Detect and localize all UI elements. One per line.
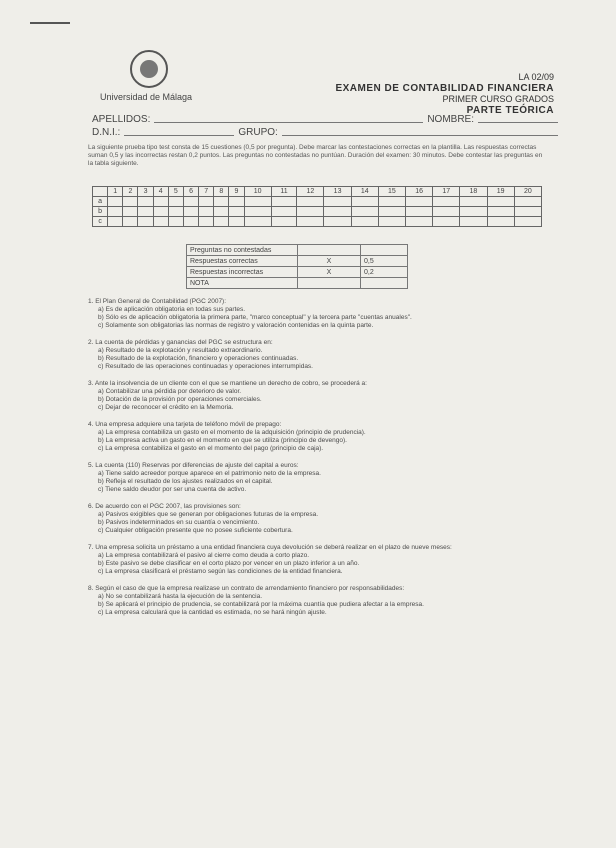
question (88, 585, 550, 617)
score-label: Respuestas correctas (187, 256, 298, 267)
nombre-label: NOMBRE: (427, 114, 474, 125)
question (88, 544, 550, 576)
answer-option-label: b (93, 207, 108, 217)
answer-cell[interactable] (244, 207, 271, 217)
answer-cell[interactable] (271, 197, 297, 207)
answer-cell[interactable] (351, 197, 378, 207)
question-option: c) Cualquier obligación presente que no posee suficiente cobertura. (98, 527, 293, 534)
answer-cell[interactable] (229, 217, 244, 227)
answer-number: 17 (433, 187, 460, 197)
question (88, 339, 550, 371)
question-option: b) Dotación de la provisión por operaciones comerciales. (98, 396, 262, 403)
score-row (187, 278, 408, 289)
answer-cell[interactable] (487, 207, 514, 217)
answer-number: 14 (351, 187, 378, 197)
question-option: a) Resultado de la explotación y resultado extraordinario. (98, 347, 263, 354)
answer-cell[interactable] (406, 217, 433, 227)
question (88, 380, 550, 412)
answer-number: 19 (487, 187, 514, 197)
answer-cell[interactable] (123, 207, 138, 217)
answer-table (92, 186, 542, 227)
answer-row (93, 217, 542, 227)
score-table (186, 244, 408, 289)
answer-number: 10 (244, 187, 271, 197)
question-option: a) Tiene saldo acreedor porque aparece en el patrimonio neto de la empresa. (98, 470, 321, 477)
answer-cell[interactable] (460, 207, 487, 217)
instructions: La siguiente prueba tipo test consta de 15 cuestiones (0,5 por pregunta). Debe marcar las contestaciones correctas en la plantilla. Las respuestas correctas suman 0,5 y las incorrectas restan 0,2 puntos. Las preguntas no contestadas no puntúan. Duración del examen: 30 minutos. Debe contestar las preguntas en la tabla siguiente. (88, 144, 543, 167)
answer-cell[interactable] (514, 217, 541, 227)
answer-header-row (93, 187, 542, 197)
answer-cell[interactable] (433, 207, 460, 217)
question-option: a) Es de aplicación obligatoria en todas sus partes. (98, 306, 246, 313)
margin-mark (30, 22, 70, 24)
answer-number: 13 (324, 187, 351, 197)
answer-cell[interactable] (324, 217, 351, 227)
answer-cell[interactable] (199, 207, 214, 217)
question-text: 1. El Plan General de Contabilidad (PGC 2007): (88, 298, 227, 305)
answer-cell[interactable] (297, 197, 324, 207)
score-row (187, 267, 408, 278)
questions-list (88, 298, 550, 626)
question-option: a) No se contabilizará hasta la ejecución de la sentencia. (98, 593, 263, 600)
answer-cell[interactable] (433, 197, 460, 207)
answer-cell[interactable] (324, 197, 351, 207)
exam-part: PARTE TEÓRICA (466, 105, 554, 116)
dni-field[interactable] (124, 135, 234, 136)
answer-cell[interactable] (214, 207, 229, 217)
dni-label: D.N.I.: (92, 127, 121, 138)
score-label: NOTA (187, 278, 298, 289)
answer-cell[interactable] (406, 207, 433, 217)
exam-subtitle: PRIMER CURSO GRADOS (442, 94, 554, 104)
university-name: Universidad de Málaga (100, 92, 193, 102)
nombre-field[interactable] (478, 122, 558, 123)
answer-cell[interactable] (433, 217, 460, 227)
answer-cell[interactable] (123, 197, 138, 207)
question-option: a) La empresa contabiliza un gasto en el momento de la adquisición (principio de prudencia). (98, 429, 366, 436)
answer-number: 1 (108, 187, 123, 197)
score-mark[interactable]: X (298, 267, 361, 278)
answer-cell[interactable] (168, 207, 183, 217)
answer-cell[interactable] (351, 217, 378, 227)
answer-cell[interactable] (460, 217, 487, 227)
answer-cell[interactable] (168, 217, 183, 227)
question-option: c) Tiene saldo deudor por ser una cuenta de activo. (98, 486, 247, 493)
question-text: 2. La cuenta de pérdidas y ganancias del PGC se estructura en: (88, 339, 273, 346)
question (88, 298, 550, 330)
question-option: b) Se aplicará el principio de prudencia, se contabilizará por la máxima cuantía que pudiera afectar a la empresa. (98, 601, 424, 608)
answer-corner-cell (93, 187, 108, 197)
student-fields (92, 112, 562, 138)
answer-cell[interactable] (183, 207, 198, 217)
score-label: Respuestas incorrectas (187, 267, 298, 278)
score-label: Preguntas no contestadas (187, 245, 298, 256)
answer-cell[interactable] (487, 197, 514, 207)
question-text: 8. Según el caso de que la empresa realizase un contrato de arrendamiento financiero por responsabilidades: (88, 585, 405, 592)
question-option: c) La empresa contabiliza el gasto en el momento del pago (principio de caja). (98, 445, 324, 452)
answer-cell[interactable] (324, 207, 351, 217)
question-text: 5. La cuenta (110) Reservas por diferencias de ajuste del capital a euros: (88, 462, 299, 469)
answer-row (93, 197, 542, 207)
answer-cell[interactable] (351, 207, 378, 217)
answer-cell[interactable] (229, 197, 244, 207)
apellidos-field[interactable] (154, 122, 423, 123)
answer-cell[interactable] (123, 217, 138, 227)
answer-number: 5 (168, 187, 183, 197)
answer-number: 11 (271, 187, 297, 197)
answer-number: 7 (199, 187, 214, 197)
apellidos-label: APELLIDOS: (92, 114, 151, 125)
answer-cell[interactable] (460, 197, 487, 207)
answer-cell[interactable] (514, 197, 541, 207)
score-points (361, 278, 408, 289)
grupo-label: GRUPO: (238, 127, 278, 138)
answer-number: 4 (153, 187, 168, 197)
exam-header (335, 72, 554, 116)
answer-cell[interactable] (297, 217, 324, 227)
question-option: b) Sólo es de aplicación obligatoria la primera parte, "marco conceptual" y la tercera parte "cuentas anuales". (98, 314, 412, 321)
answer-cell[interactable] (514, 207, 541, 217)
question-option: b) Refleja el resultado de los ajustes realizados en el capital. (98, 478, 273, 485)
question-option: c) Solamente son obligatorias las normas de registro y valoración contenidas en la quinta parte. (98, 322, 374, 329)
answer-cell[interactable] (244, 197, 271, 207)
question-option: c) Dejar de reconocer el crédito en la Memoria. (98, 404, 234, 411)
answer-number: 8 (214, 187, 229, 197)
answer-cell[interactable] (138, 197, 153, 207)
answer-cell[interactable] (153, 217, 168, 227)
answer-cell[interactable] (108, 197, 123, 207)
question-text: 3. Ante la insolvencia de un cliente con el que se mantiene un derecho de cobro, se procederá a: (88, 380, 367, 387)
answer-number: 6 (183, 187, 198, 197)
answer-cell[interactable] (487, 217, 514, 227)
question-option: a) Pasivos exigibles que se generan por obligaciones futuras de la empresa. (98, 511, 319, 518)
grupo-field[interactable] (282, 135, 558, 136)
answer-cell[interactable] (214, 197, 229, 207)
answer-number: 3 (138, 187, 153, 197)
answer-number: 2 (123, 187, 138, 197)
answer-cell[interactable] (378, 197, 405, 207)
answer-cell[interactable] (214, 217, 229, 227)
question-option: c) Resultado de las operaciones continuadas y operaciones interrumpidas. (98, 363, 313, 370)
question-option: a) Contabilizar una pérdida por deterioro de valor. (98, 388, 242, 395)
answer-cell[interactable] (378, 217, 405, 227)
answer-number: 9 (229, 187, 244, 197)
question-option: b) La empresa activa un gasto en el momento en que se utiliza (principio de devengo). (98, 437, 347, 444)
question (88, 503, 550, 535)
question-option: b) Resultado de la explotación, financiero y operaciones continuadas. (98, 355, 299, 362)
exam-date: LA 02/09 (518, 72, 554, 82)
answer-cell[interactable] (168, 197, 183, 207)
score-row (187, 256, 408, 267)
score-mark[interactable] (298, 278, 361, 289)
question-text: 7. Una empresa solicita un préstamo a una entidad financiera cuya devolución se deberá realizar en el plazo de nueve meses: (88, 544, 452, 551)
answer-cell[interactable] (153, 207, 168, 217)
question (88, 421, 550, 453)
answer-cell[interactable] (229, 207, 244, 217)
score-row (187, 245, 408, 256)
score-mark[interactable]: X (298, 256, 361, 267)
score-points: 0,5 (361, 256, 408, 267)
question-option: c) La empresa calculará que la cantidad es estimada, no se hará ningún ajuste. (98, 609, 327, 616)
answer-cell[interactable] (108, 217, 123, 227)
question-option: a) La empresa contabilizará el pasivo al cierre como deuda a corto plazo. (98, 552, 310, 559)
answer-option-label: a (93, 197, 108, 207)
answer-cell[interactable] (183, 197, 198, 207)
answer-number: 12 (297, 187, 324, 197)
answer-cell[interactable] (244, 217, 271, 227)
answer-number: 20 (514, 187, 541, 197)
question-option: b) Pasivos indeterminados en su cuantía o vencimiento. (98, 519, 260, 526)
answer-cell[interactable] (378, 207, 405, 217)
exam-title: EXAMEN DE CONTABILIDAD FINANCIERA (335, 83, 554, 94)
question-text: 6. De acuerdo con el PGC 2007, las provisiones son: (88, 503, 241, 510)
score-points (361, 245, 408, 256)
answer-cell[interactable] (271, 217, 297, 227)
answer-cell[interactable] (199, 197, 214, 207)
university-seal (130, 50, 168, 88)
answer-cell[interactable] (138, 207, 153, 217)
answer-cell[interactable] (199, 217, 214, 227)
question-option: c) La empresa clasificará el préstamo según las condiciones de la entidad financiera. (98, 568, 343, 575)
answer-cell[interactable] (406, 197, 433, 207)
question-text: 4. Una empresa adquiere una tarjeta de teléfono móvil de prepago: (88, 421, 282, 428)
answer-cell[interactable] (297, 207, 324, 217)
answer-cell[interactable] (271, 207, 297, 217)
score-mark[interactable] (298, 245, 361, 256)
answer-cell[interactable] (153, 197, 168, 207)
answer-cell[interactable] (108, 207, 123, 217)
answer-row (93, 207, 542, 217)
answer-option-label: c (93, 217, 108, 227)
answer-cell[interactable] (183, 217, 198, 227)
question-option: b) Este pasivo se debe clasificar en el corto plazo por vencer en un plazo inferior a un año. (98, 560, 360, 567)
score-points: 0,2 (361, 267, 408, 278)
answer-number: 15 (378, 187, 405, 197)
answer-number: 16 (406, 187, 433, 197)
answer-number: 18 (460, 187, 487, 197)
answer-cell[interactable] (138, 217, 153, 227)
question (88, 462, 550, 494)
